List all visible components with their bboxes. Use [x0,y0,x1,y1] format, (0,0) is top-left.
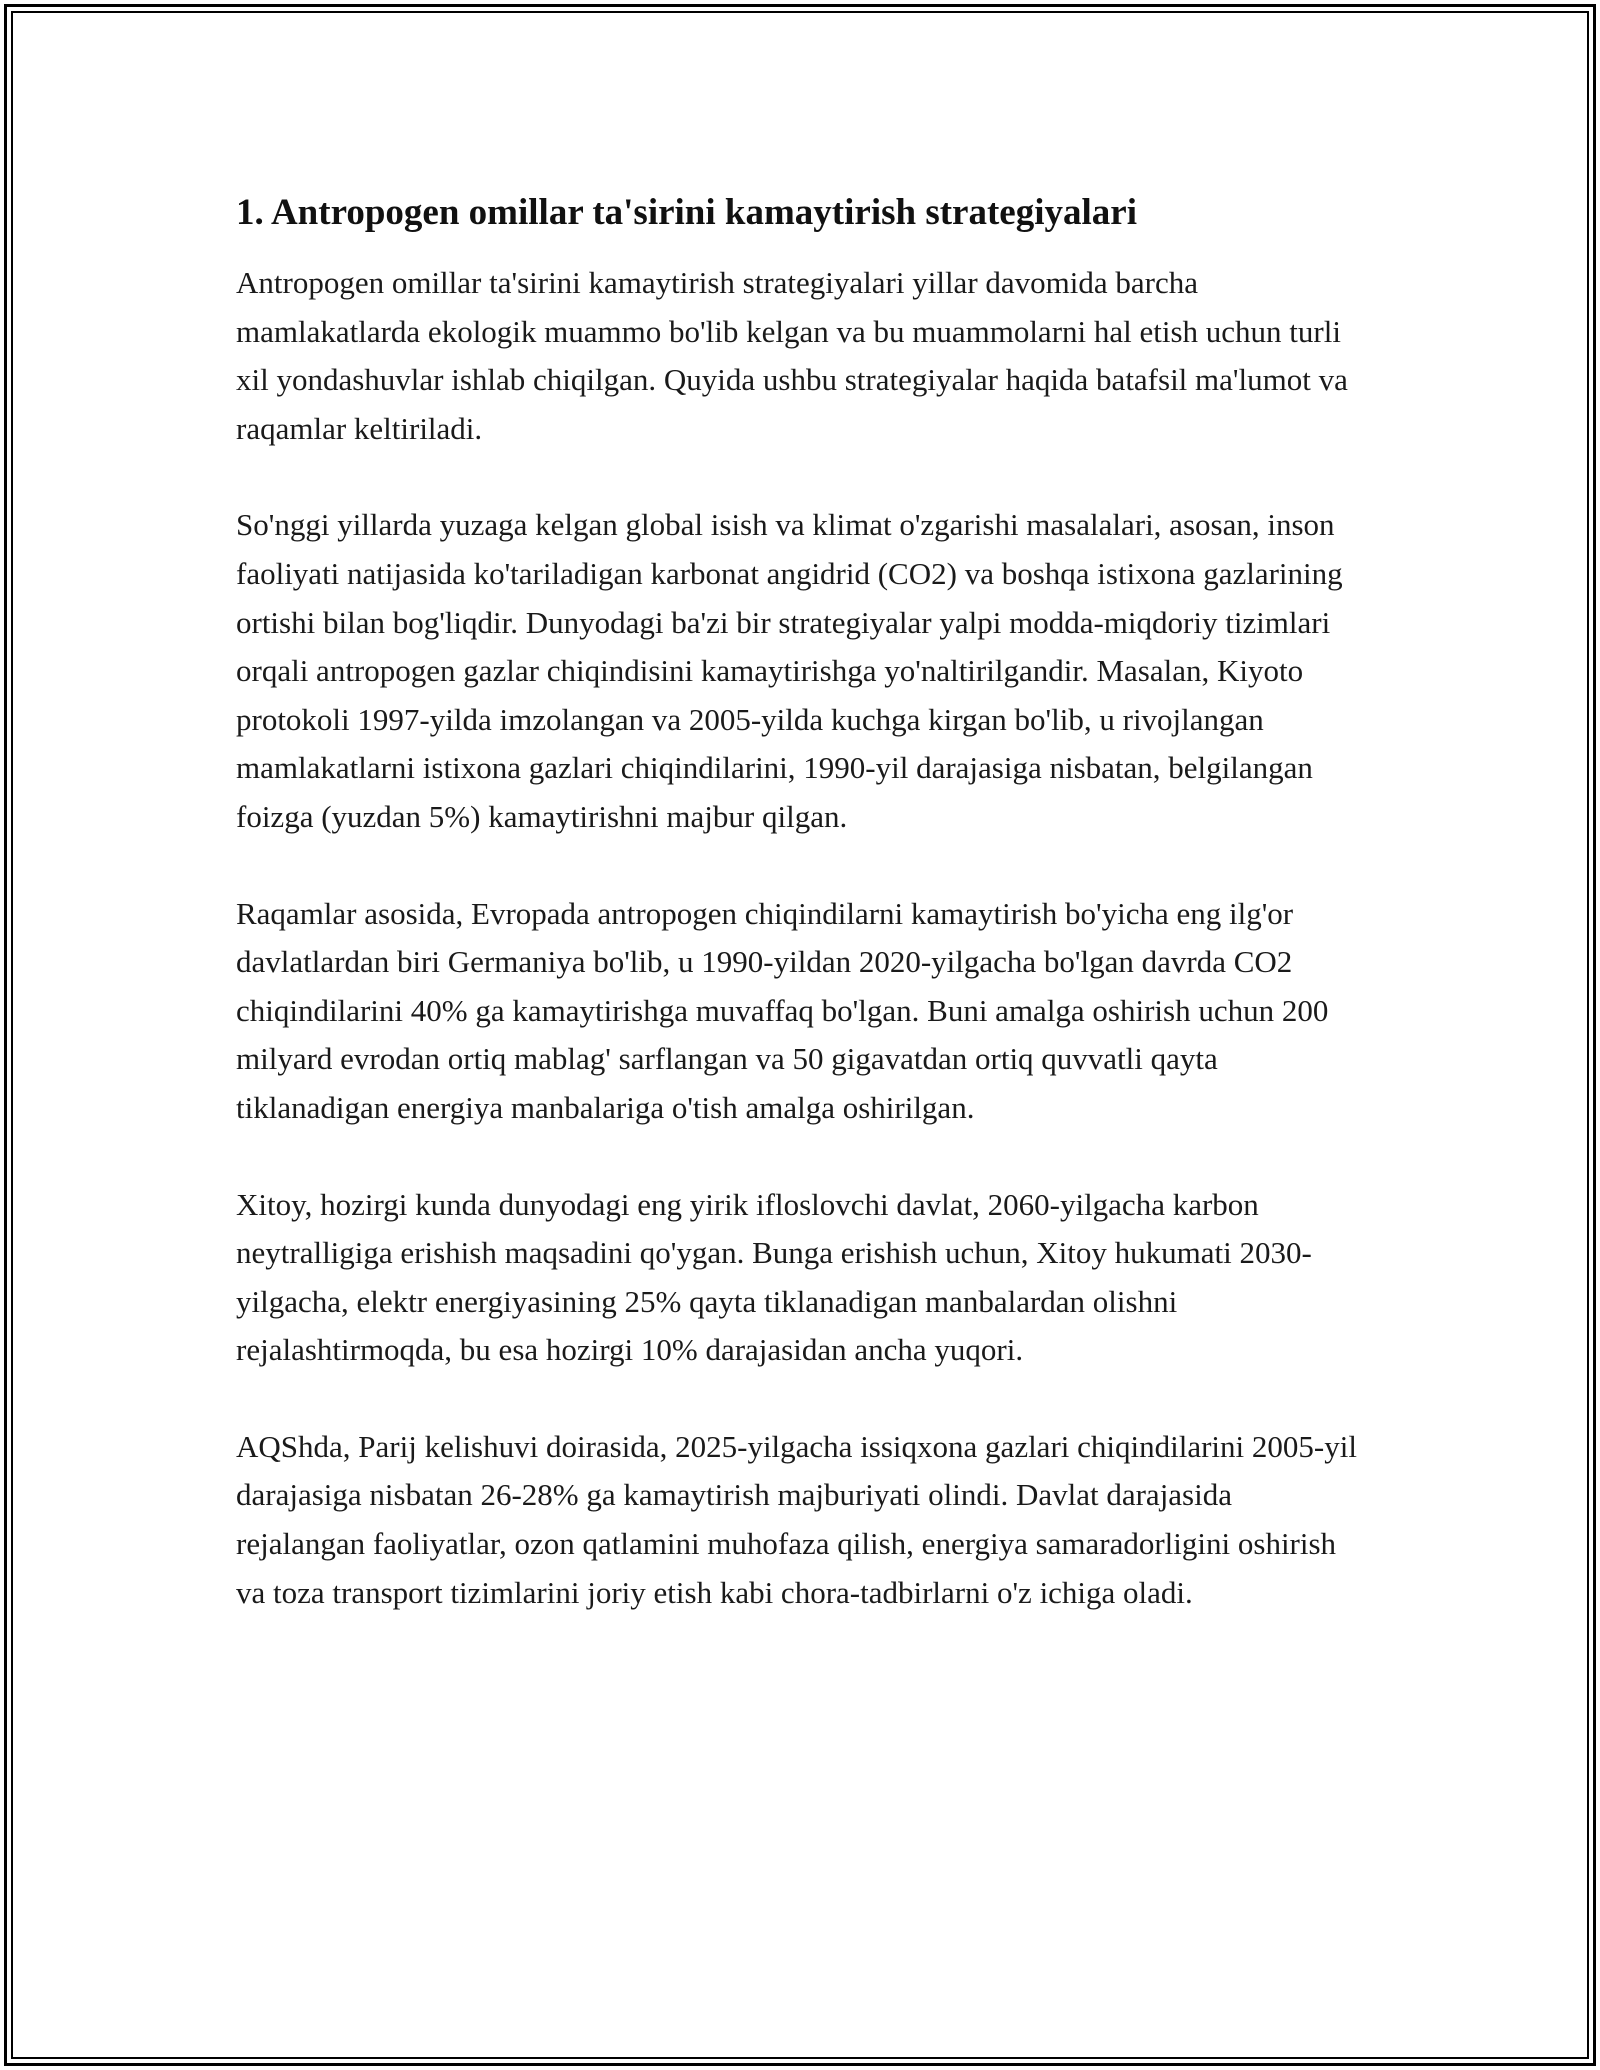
paragraph-usa: AQShda, Parij kelishuvi doirasida, 2025-yilgacha issiqxona gazlari chiqindilarini 2005-yil darajasiga nisbatan 26-28% ga kamaytirish majburiyati olindi. Davlat darajasida rejalangan faoliyatlar, ozon qatlamini muhofaza qilish, energiya samaradorligini oshirish va toza transport tizimlarini joriy etish kabi chora-tadbirlarni o'z ichiga oladi. [236,1428,1357,1610]
paragraph-intro: Antropogen omillar ta'sirini kamaytirish strategiyalari yillar davomida barcha mamlakatlarda ekologik muammo bo'lib kelgan va bu muammolarni hal etish uchun turli xil yondashuvlar ishlab chiqilgan. Quyida ushbu strategiyalar haqida batafsil ma'lumot va raqamlar keltiriladi. [236,265,1348,446]
paragraph-global-warming: So'nggi yillarda yuzaga kelgan global isish va klimat o'zgarishi masalalari, asosan, inson faoliyati natijasida ko'tariladigan karbonat angidrid (CO2) va boshqa istixona gazlarining ortishi bilan bog'liqdir. Dunyodagi ba'zi bir strategiyalar yalpi modda-miqdoriy tizimlari orqali antropogen gazlar chiqindisini kamaytirishga yo'naltirilgandir. Masalan, Kiyoto protokoli 1997-yilda imzolangan va 2005-yilda kuchga kirgan bo'lib, u rivojlangan mamlakatlarni istixona gazlari chiqindilarini, 1990-yil darajasiga nisbatan, belgilangan foizga (yuzdan 5%) kamaytirishni majbur qilgan. [236,507,1343,834]
paragraph-china: Xitoy, hozirgi kunda dunyodagi eng yirik ifloslovchi davlat, 2060-yilgacha karbon neytralligiga erishish maqsadini qo'ygan. Bunga erishish uchun, Xitoy hukumati 2030-yilgacha, elektr energiyasining 25% qayta tiklanadigan manbalardan olishni rejalashtirmoqda, bu esa hozirgi 10% darajasidan ancha yuqori. [236,1186,1312,1368]
document-body [236,187,1366,1665]
section-title: 1. Antropogen omillar ta'sirini kamaytirish strategiyalari [236,192,1137,233]
paragraph-germany: Raqamlar asosida, Evropada antropogen chiqindilarni kamaytirish bo'yicha eng ilg'or davlatlardan biri Germaniya bo'lib, u 1990-yildan 2020-yilgacha bo'lgan davrda CO2 chiqindilarini 40% ga kamaytirishga muvaffaq bo'lgan. Buni amalga oshirish uchun 200 milyard evrodan ortiq mablag' sarflangan va 50 gigavatdan ortiq quvvatli qayta tiklanadigan energiya manbalariga o'tish amalga oshirilgan. [236,895,1329,1125]
